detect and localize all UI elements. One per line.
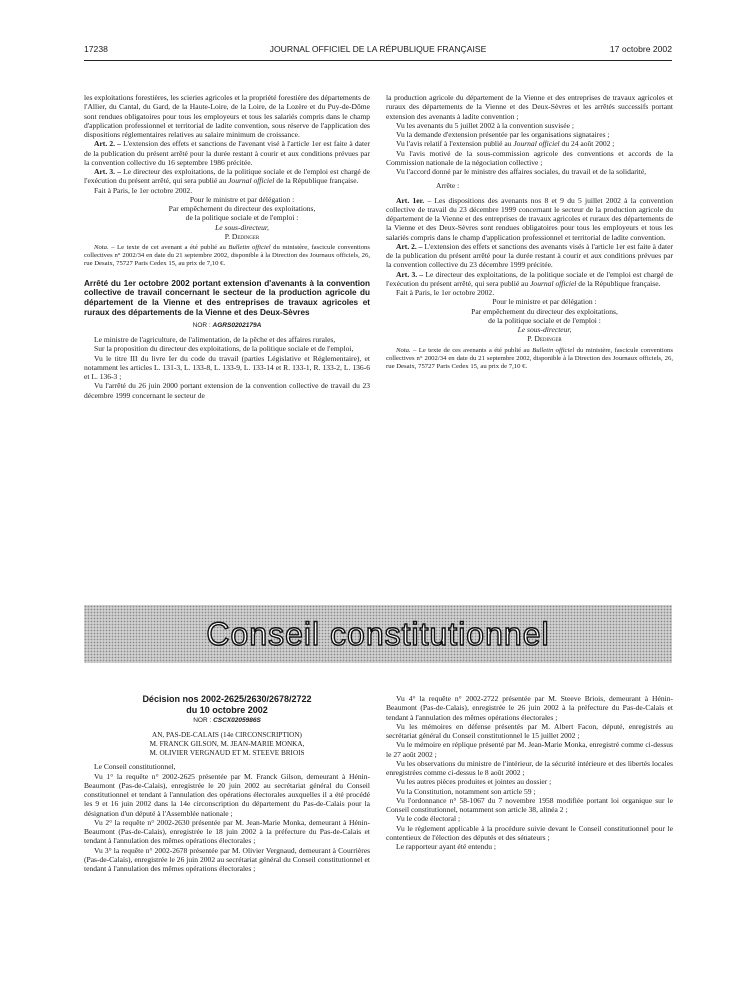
paragraph: Vu l'avis motivé de la sous-commission agricole des conventions et accords de la Commission nationale de la négociation collective ; [386, 148, 673, 167]
column-top-left [84, 93, 370, 400]
parties-line: M. FRANCK GILSON, M. JEAN-MARIE MONKA, [149, 740, 305, 749]
signature-line: Pour le ministre et par délégation : [492, 297, 597, 307]
signature-line: Pour le ministre et par délégation : [189, 194, 295, 204]
nor-reference: NOR : CSCX0205986S [193, 717, 261, 724]
paragraph: Vu 2° la requête n° 2002-2630 présentée par M. Jean-Marie Monka, demeurant à Hénin-Beaumont (Pas-de-Calais), enregistrée le 18 juin 2002 à la préfecture du Pas-de-Calais et tendant à l'annulation des mêmes opérations électorales ; [84, 817, 370, 846]
paragraph: Vu les mémoires en défense présentés par M. Albert Facon, député, enregistrés au secrétariat général du Conseil constitutionnel le 15 juillet 2002 ; [386, 721, 673, 740]
paragraph: Vu la Constitution, notamment son article 59 ; [396, 786, 536, 796]
arrete-title: Arrêté du 1er octobre 2002 portant extension d'avenants à la convention collective de travail concernant le secteur de la production agricole du département de la Vienne et des entreprises de travaux agricoles et ruraux des départements de la Vienne et des Deux-Sèvres [84, 278, 370, 317]
page-header [84, 44, 672, 58]
arrete-heading: Arrête : [436, 181, 460, 191]
paragraph: Vu les avenants du 5 juillet 2002 à la convention susvisée ; [396, 120, 574, 130]
paragraph: Vu la demande d'extension présentée par les organisations signataires ; [396, 130, 610, 139]
header-rule [84, 60, 672, 61]
paragraph: Vu les autres pièces produites et jointes au dossier ; [396, 777, 552, 787]
decision-title: Décision nos 2002-2625/2630/2678/2722 [142, 694, 312, 704]
article-2: Art. 2. – L'extension des effets et sanctions de l'avenant visé à l'article 1er est faite à dater de la publication du présent arrêté pour la durée restant à courir et aux conditions prévues par la convention collective du 16 septembre 1986 précitée. [84, 139, 370, 167]
paragraph: Vu 1° la requête n° 2002-2625 présentée par M. Franck Gilson, demeurant à Hénin-Beaumont (Pas-de-Calais), enregistrée le 20 juin 2002 au secrétariat général du Conseil constitutionnel et tendant à l'annulation des opérations électorales auxquelles il a été procédé les 9 et 16 juin 2002 dans la 14e circonscription du département du Pas-de-Calais pour la désignation d'un député à l'Assemblée nationale ; [84, 771, 370, 818]
signature-role: Le sous-directeur, [517, 325, 572, 334]
decision-date: du 10 octobre 2002 [186, 705, 268, 715]
paragraph: Sur la proposition du directeur des exploitations, de la politique sociale et de l'emploi, [94, 344, 354, 354]
signatory-name: P. Dedinger [224, 231, 260, 241]
parties-line: M. OLIVIER VERGNAUD ET M. STEEVE BRIOIS [149, 749, 305, 758]
paragraph: les exploitations forestières, les scieries agricoles et la propriété forestière des départements de l'Allier, du Cantal, du Gard, de la Haute-Loire, de la Loire, de la Lozère et du Puy-de-Dôme sont rendues obligatoires pour tous les employeurs et tous les salariés compris dans le champ d'application professionnel et territorial de ladite convention, sous réserve de l'application des dispositions réglementaires relatives au salaire minimum de croissance. [84, 93, 370, 139]
nor-reference: NOR : AGRS0202179A [192, 321, 262, 329]
paragraph: Le ministre de l'agriculture, de l'alimentation, de la pêche et des affaires rurales, [94, 335, 336, 345]
signature-date: Fait à Paris, le 1er octobre 2002. [94, 185, 193, 195]
paragraph: Vu le titre III du livre Ier du code du travail (parties Législative et Réglementaire), et notamment les articles L. 131-3, L. 133-8, L. 133-9, L. 133-14 et R. 133-1, R. 133-2, L. 136-6 et L. 136-3 ; [84, 353, 370, 382]
page-number: 17238 [84, 44, 108, 54]
column-top-right [386, 93, 673, 371]
section-banner [84, 605, 672, 663]
signature-date: Fait à Paris, le 1er octobre 2002. [396, 288, 495, 297]
paragraph: Vu le règlement applicable à la procédure suivie devant le Conseil constitutionnel pour le contentieux de l'élection des députés et des sénateurs ; [386, 823, 673, 842]
column-bottom-left [84, 694, 370, 873]
paragraph: Vu le code électoral ; [396, 814, 461, 824]
paragraph: Vu l'avis relatif à l'extension publié au Journal officiel du 24 août 2002 ; [396, 139, 615, 149]
paragraph: Vu l'ordonnance n° 58-1067 du 7 novembre 1958 modifiée portant loi organique sur le Conseil constitutionnel, notamment son article 38, alinéa 2 ; [386, 795, 673, 814]
parties-line: AN, PAS-DE-CALAIS (14e CIRCONSCRIPTION) [152, 731, 302, 740]
paragraph: Vu les observations du ministre de l'intérieur, de la sécurité intérieure et des libertés locales enregistrées comme ci-dessus le 8 août 2002 ; [386, 758, 673, 777]
nota-note: Nota. – Le texte de cet avenant a été publié au Bulletin officiel du ministère, fascicule conventions collectives n° 2002/34 en date du 21 septembre 2002, disponible à la Direction des Journaux officiels, 26, rue Desaix, 75727 Paris Cedex 15, au prix de 7,10 €. [84, 244, 370, 268]
paragraph: Le rapporteur ayant été entendu ; [396, 842, 496, 851]
signature-line: Par empêchement du directeur des exploitations, [471, 306, 618, 316]
paragraph: Vu le mémoire en réplique présenté par M. Jean-Marie Monka, enregistré comme ci-dessus le 27 août 2002 ; [386, 740, 673, 759]
paragraph: Vu l'arrêté du 26 juin 2000 portant extension de la convention collective de travail du 23 décembre 1999 concernant le secteur de [84, 381, 370, 400]
paragraph: Vu 4° la requête n° 2002-2722 présentée par M. Steeve Briois, demeurant à Hénin-Beaumont (Pas-de-Calais), enregistrée le 26 juin 2002 à la préfecture du Pas-de-Calais et tendant à l'annulation des mêmes opérations électorales ; [386, 694, 673, 722]
article-3: Art. 3. – Le directeur des exploitations, de la politique sociale et de l'emploi est chargé de l'exécution du présent arrêté, qui sera publié au Journal officiel de la République française. [386, 269, 673, 288]
signature-role: Le sous-directeur, [215, 222, 269, 232]
nota-note: Nota. – Le texte de ces avenants a été publié au Bulletin officiel du ministère, fascicule conventions collectives n° 2002/34 en date du 21 septembre 2002, disponible à la Direction des Journaux officiels, 26, rue Desaix, 75727 Paris Cedex 15, au prix de 7,10 €. [386, 346, 673, 370]
signature-line: de la politique sociale et de l'emploi : [185, 213, 299, 223]
issue-date: 17 octobre 2002 [609, 44, 672, 54]
article-2: Art. 2. – L'extension des effets et sanctions des avenants visés à l'article 1er est faite à dater de la publication du présent arrêté pour la durée restant à courir et aux conditions prévues par la convention collective du 23 décembre 1999 précitée. [386, 241, 673, 270]
signatory-name: P. Dedinger [527, 334, 562, 344]
paragraph: Vu l'accord donné par le ministre des affaires sociales, du travail et de la solidarité, [396, 167, 647, 176]
paragraph: Le Conseil constitutionnel, [94, 762, 176, 772]
article-3: Art. 3. – Le directeur des exploitations, de la politique sociale et de l'emploi est chargé de l'exécution du présent arrêté, qui sera publié au Journal officiel de la République française. [84, 167, 370, 186]
signature-line: Par empêchement du directeur des exploitations, [168, 204, 316, 213]
paragraph: Vu 3° la requête n° 2002-2678 présentée par M. Olivier Vergnaud, demeurant à Courrières (Pas-de-Calais), enregistrée le 26 juin 2002 au secrétariat général du Conseil constitutionnel et tendant à l'annulation des mêmes opérations électorales ; [84, 845, 370, 873]
column-bottom-right [386, 694, 673, 851]
article-1: Art. 1er. – Les dispositions des avenants nos 8 et 9 du 5 juillet 2002 à la convention collective de travail du 23 décembre 1999 concernant le secteur de la production agricole du département de la Vienne et des entreprises de travaux agricoles et ruraux des départements de la Vienne et des Deux-Sèvres sont rendues obligatoires pour tous les employeurs et tous les salariés compris dans le champ d'application professionnel et territorial de ladite convention. [386, 195, 673, 242]
journal-title: JOURNAL OFFICIEL DE LA RÉPUBLIQUE FRANÇAISE [269, 44, 487, 54]
section-title: Conseil constitutionnel [206, 615, 550, 652]
paragraph: la production agricole du département de la Vienne et des entreprises de travaux agricoles et ruraux des départements de la Vienne et des Deux-Sèvres et les arrêtés successifs portant extension des avenants à ladite convention ; [386, 93, 673, 121]
signature-line: de la politique sociale et de l'emploi : [488, 315, 601, 325]
